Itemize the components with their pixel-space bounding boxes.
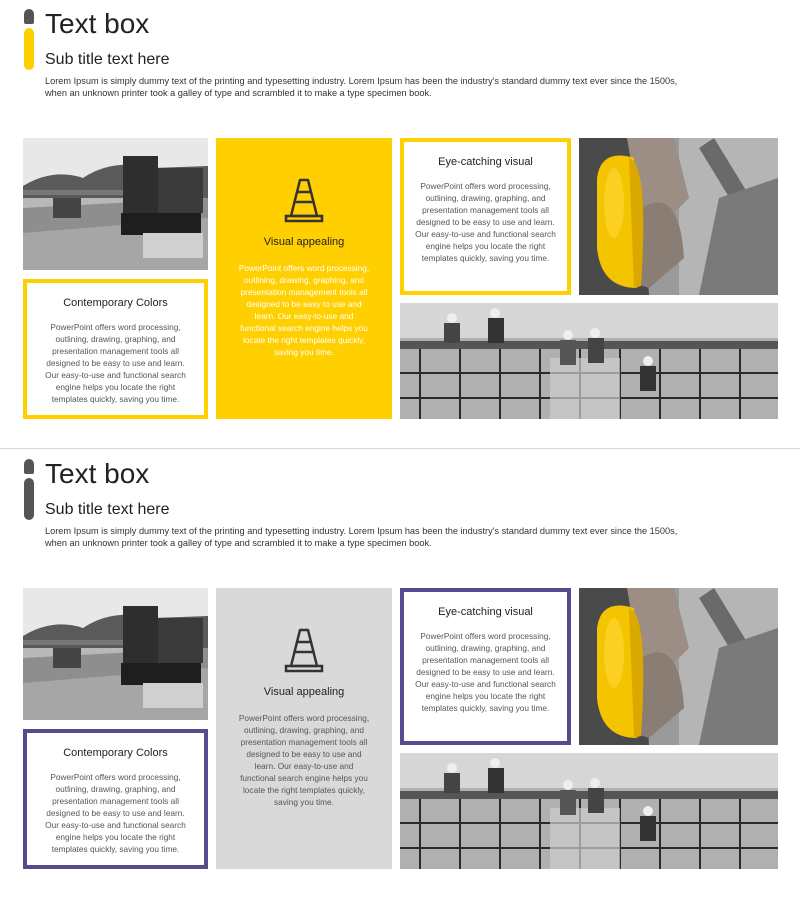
card-text: PowerPoint offers word processing, outlining, drawing, graphing, and presentation management tools all designed to be easy to use and learn. Our easy-to-use and functional search engine helps you locate the right templates quickly, saving you time. [45,772,186,854]
slide-title: Text box [45,458,150,489]
card-text: PowerPoint offers word processing, outlining, drawing, graphing, and presentation management tools all designed to be easy to use and learn. Our easy-to-use and functional search engine helps you locate the right templates quickly, saving you time. [415,181,556,263]
excavator-photo [23,588,208,720]
accent-bar [24,478,34,520]
visual-appealing-panel [216,588,392,869]
slide-title: Text box [45,8,150,39]
slide-subtitle: Sub title text here [45,501,170,518]
accent-bar-top [24,9,34,24]
card-title: Eye-catching visual [438,156,533,168]
contemporary-colors-card [23,729,208,869]
traffic-cone-icon [284,178,324,224]
eye-catching-visual-card [400,138,571,295]
construction-workers-photo [400,303,778,419]
card-title: Eye-catching visual [438,606,533,618]
panel-title: Visual appealing [263,686,345,698]
slide-1 [0,0,800,449]
card-text: PowerPoint offers word processing, outlining, drawing, graphing, and presentation management tools all designed to be easy to use and learn. Our easy-to-use and functional search engine helps you locate the right templates quickly, saving you time. [415,631,556,713]
card-title: Contemporary Colors [63,747,168,759]
visual-appealing-panel [216,138,392,419]
construction-workers-photo [400,753,778,869]
panel-text: PowerPoint offers word processing, outlining, drawing, graphing, and presentation management tools all designed to be easy to use and learn. Our easy-to-use and functional search engine helps you locate the right templates quickly, saving you time. [238,713,370,807]
traffic-cone-icon [284,628,324,674]
slide-body-text: Lorem Ipsum is simply dummy text of the printing and typesetting industry. Lorem Ipsum has been the industry's standard dummy text ever since the 1500s, when an unknown printer took a galley of type and scrambled it to make a type specimen book. [45,76,678,98]
panel-text: PowerPoint offers word processing, outlining, drawing, graphing, and presentation management tools all designed to be easy to use and learn. Our easy-to-use and functional search engine helps you locate the right templates quickly, saving you time. [238,263,370,357]
panel-title: Visual appealing [263,236,345,248]
accent-bar [24,28,34,70]
contemporary-colors-card [23,279,208,419]
excavator-photo [23,138,208,270]
hard-hat-photo [579,138,778,295]
card-title: Contemporary Colors [63,297,168,309]
slide-subtitle: Sub title text here [45,51,170,68]
slide-body-text: Lorem Ipsum is simply dummy text of the printing and typesetting industry. Lorem Ipsum has been the industry's standard dummy text ever since the 1500s, when an unknown printer took a galley of type and scrambled it to make a type specimen book. [45,526,678,548]
hard-hat-photo [579,588,778,745]
accent-bar-top [24,459,34,474]
eye-catching-visual-card [400,588,571,745]
card-text: PowerPoint offers word processing, outlining, drawing, graphing, and presentation management tools all designed to be easy to use and learn. Our easy-to-use and functional search engine helps you locate the right templates quickly, saving you time. [45,322,186,404]
slide-2 [0,450,800,898]
